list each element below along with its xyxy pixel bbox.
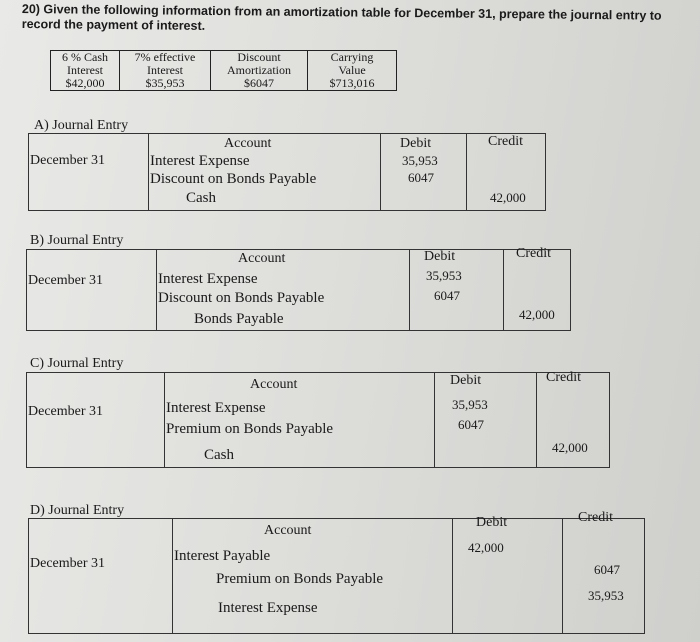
debit-header: Debit bbox=[424, 249, 456, 264]
entry-date: December 31 bbox=[28, 404, 104, 419]
amort-col-effective-interest bbox=[120, 51, 211, 91]
account-line: Premium on Bonds Payable bbox=[216, 571, 384, 587]
account-line: Discount on Bonds Payable bbox=[150, 171, 317, 187]
credit-amount: 35,953 bbox=[588, 588, 624, 603]
account-line: Interest Expense bbox=[218, 600, 318, 616]
journal-entry-c bbox=[26, 372, 610, 468]
debit-header: Debit bbox=[450, 373, 482, 388]
entry-a-title bbox=[34, 118, 128, 134]
amort-value: $35,953 bbox=[145, 76, 185, 90]
entry-title-text: C) Journal Entry bbox=[30, 356, 124, 371]
account-line: Bonds Payable bbox=[194, 311, 284, 327]
account-header: Account bbox=[238, 251, 286, 266]
amort-value: $6047 bbox=[244, 76, 274, 90]
amortization-table bbox=[50, 50, 397, 91]
amort-value: $42,000 bbox=[65, 76, 105, 90]
credit-amount: 6047 bbox=[594, 562, 620, 577]
entry-title-text: A) Journal Entry bbox=[34, 118, 129, 133]
debit-amount: 42,000 bbox=[468, 540, 504, 555]
debit-amount: 35,953 bbox=[452, 397, 488, 412]
amort-col-discount-amortization bbox=[211, 51, 308, 91]
account-line: Interest Payable bbox=[174, 548, 271, 564]
question-text: 20) Given the following information from an amortization table for December 31, prepare the journal entry to record the payment of interest. bbox=[21, 2, 662, 33]
account-line: Cash bbox=[204, 447, 234, 463]
debit-amount: 6047 bbox=[434, 288, 460, 303]
entry-b-title bbox=[30, 233, 123, 249]
account-header: Account bbox=[250, 377, 298, 392]
debit-amount: 6047 bbox=[458, 417, 484, 432]
amort-header: 7% effective bbox=[134, 50, 196, 64]
entry-date: December 31 bbox=[28, 273, 104, 288]
entry-c-title bbox=[30, 356, 123, 372]
journal-entry-b bbox=[26, 246, 571, 331]
entry-title-text: D) Journal Entry bbox=[30, 503, 125, 518]
debit-amount: 35,953 bbox=[402, 153, 438, 168]
credit-amount: 42,000 bbox=[490, 190, 526, 205]
entry-d-title bbox=[30, 503, 124, 519]
credit-header: Credit bbox=[578, 510, 613, 525]
credit-amount: 42,000 bbox=[519, 307, 555, 322]
account-header: Account bbox=[224, 136, 272, 151]
account-line: Interest Expense bbox=[166, 400, 266, 416]
credit-header: Credit bbox=[488, 134, 523, 149]
entry-date: December 31 bbox=[30, 153, 106, 168]
account-line: Interest Expense bbox=[158, 271, 258, 287]
amort-header: Value bbox=[338, 63, 366, 77]
amort-header: Interest bbox=[67, 63, 103, 77]
debit-amount: 6047 bbox=[408, 170, 434, 185]
entry-date: December 31 bbox=[30, 556, 106, 571]
account-line: Interest Expense bbox=[150, 153, 250, 169]
amort-header: Discount bbox=[237, 50, 281, 64]
account-line: Premium on Bonds Payable bbox=[166, 421, 334, 437]
account-header: Account bbox=[264, 523, 312, 538]
debit-header: Debit bbox=[400, 136, 432, 151]
credit-amount: 42,000 bbox=[552, 440, 588, 455]
amort-header: 6 % Cash bbox=[62, 50, 108, 64]
debit-amount: 35,953 bbox=[426, 268, 462, 283]
account-line: Cash bbox=[186, 190, 216, 206]
amort-col-cash-interest bbox=[51, 51, 120, 91]
journal-entry-a bbox=[28, 133, 546, 211]
amort-header: Carrying bbox=[330, 50, 374, 64]
debit-header: Debit bbox=[476, 515, 508, 530]
amort-value: $713,016 bbox=[329, 76, 375, 90]
amort-header: Interest bbox=[147, 63, 183, 77]
amort-header: Amortization bbox=[227, 63, 291, 77]
credit-header: Credit bbox=[516, 246, 551, 261]
entry-title-text: B) Journal Entry bbox=[30, 233, 124, 248]
credit-header: Credit bbox=[546, 370, 581, 385]
account-line: Discount on Bonds Payable bbox=[158, 290, 325, 306]
amort-col-carrying-value bbox=[308, 51, 397, 91]
